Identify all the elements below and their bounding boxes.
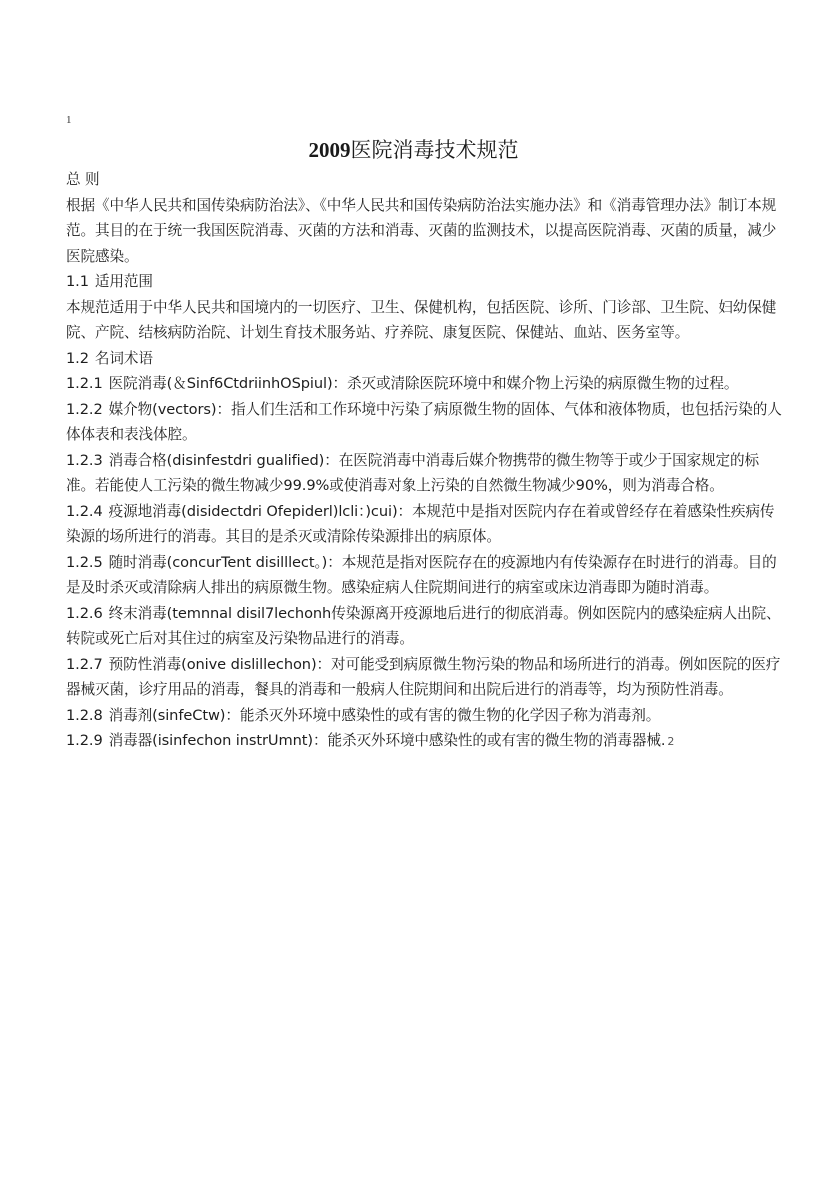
term-number: 1.2.3 (66, 451, 103, 469)
term-1-2-7 (66, 652, 786, 703)
term-number: 1.2.2 (66, 400, 103, 418)
term-1-2-9 (66, 728, 786, 755)
section-number: 1.1 (66, 273, 89, 290)
term-number: 1.2.9 (66, 732, 103, 749)
term-text: 消毒器(isinfechon instrUmnt)：能杀灭外环境中感染性的或有害的微生物的消毒器械. (108, 732, 666, 749)
term-number: 1.2.7 (66, 655, 103, 673)
term-number: 1.2.5 (66, 553, 103, 571)
term-text: 预防性消毒(onive dislillechon)：对可能受到病原微生物污染的物品和场所进行的消毒。例如医院的医疗器械灭菌，诊疗用品的消毒，餐具的消毒和一般病人住院期间和出院后进行的消毒等，均为预防性消毒。 (66, 655, 781, 698)
term-text: 医院消毒(＆Sinf6CtdriinhOSpiul)：杀灭或清除医院环境中和媒介物上污染的病原微生物的过程。 (108, 375, 739, 392)
term-text: 疫源地消毒(disidectdri Ofepiderl)lcli：)cui)：本规范中是指对医院内存在着或曾经存在着感染性疾病传染源的场所进行的消毒。其目的是杀灭或清除传染源排出的病原体。 (66, 502, 775, 545)
section-number: 1.2 (66, 349, 89, 367)
general-paragraph: 根据《中华人民共和国传染病防治法》、《中华人民共和国传染病防治法实施办法》和《消毒管理办法》制订本规范。其目的在于统一我国医院消毒、灭菌的方法和消毒、灭菌的监测技术，以提高医院消毒、灭菌的质量，减少医院感染。 (66, 196, 777, 265)
document-title (0, 136, 827, 164)
page-marker: 1 (66, 114, 72, 126)
term-text: 消毒剂(sinfeCtw)：能杀灭外环境中感染性的或有害的微生物的化学因子称为消毒剂。 (108, 706, 661, 724)
page-end-marker: 2 (667, 735, 675, 748)
term-1-2-2 (66, 397, 786, 448)
title-year: 2009 (308, 138, 351, 162)
term-1-2-5 (66, 550, 786, 601)
term-1-2-1 (66, 371, 786, 397)
section-heading-1-2 (66, 346, 786, 372)
term-1-2-3 (66, 448, 786, 499)
term-1-2-4 (66, 499, 786, 550)
term-number: 1.2.6 (66, 604, 103, 622)
term-text: 消毒合格(disinfestdri gualified)：在医院消毒中消毒后媒介物携带的微生物等于或少于国家规定的标准。若能使人工污染的微生物减少99.9%或使消毒对象上污染的自然微生物减少90%，则为消毒合格。 (66, 451, 760, 494)
term-text: 随时消毒(concurTent disilllect。)：本规范是指对医院存在的疫源地内有传染源存在时进行的消毒。目的是及时杀灭或清除病人排出的病原微生物。感染症病人住院期间进行的病室或床边消毒即为随时消毒。 (66, 553, 777, 596)
section-heading-1-1 (66, 269, 786, 295)
term-number: 1.2.4 (66, 502, 103, 520)
title-text: 医院消毒技术规范 (350, 138, 519, 162)
general-heading: 总 则 (66, 171, 100, 188)
term-number: 1.2.8 (66, 706, 103, 724)
term-1-2-6 (66, 601, 786, 652)
section-title: 名词术语 (94, 349, 153, 367)
term-text: 终末消毒(temnnal disil7lechonh传染源离开疫源地后进行的彻底消毒。例如医院内的感染症病人出院、转院或死亡后对其住过的病室及污染物品进行的消毒。 (66, 604, 781, 647)
scope-paragraph: 本规范适用于中华人民共和国境内的一切医疗、卫生、保健机构，包括医院、诊所、门诊部、卫生院、妇幼保健院、产院、结核病防治院、计划生育技术服务站、疗养院、康复医院、保健站、血站、医务室等。 (66, 298, 777, 341)
document-body (66, 167, 786, 755)
term-number: 1.2.1 (66, 375, 103, 392)
term-text: 媒介物(vectors)：指人们生活和工作环境中污染了病原微生物的固体、气体和液体物质，也包括污染的人体体表和表浅体腔。 (66, 400, 782, 443)
section-title: 适用范围 (94, 273, 153, 290)
term-1-2-8 (66, 703, 786, 729)
